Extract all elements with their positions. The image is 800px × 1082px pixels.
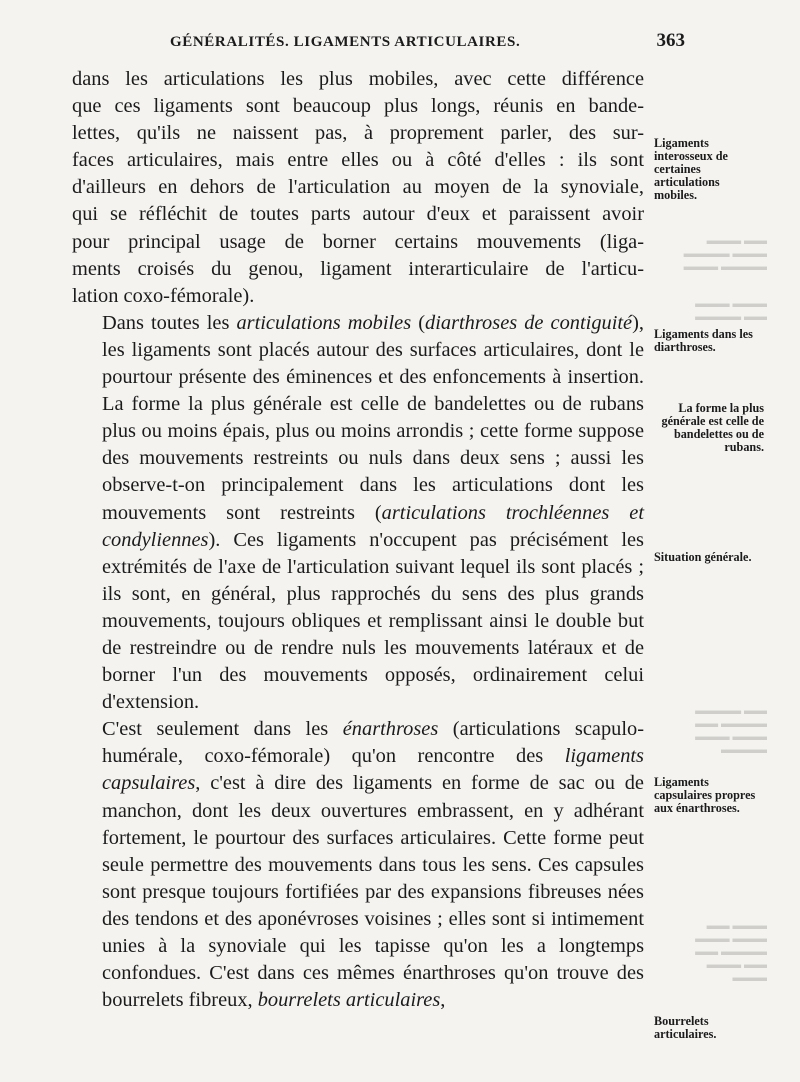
text-line: lation coxo-fémorale). <box>72 284 255 307</box>
bleed-through-text: ▬▬▬ ▬▬ ▬▬▬▬ ▬▬▬ ▬▬▬ ▬▬▬▬ <box>683 235 767 273</box>
text-run: ). Ces ligaments n'occupent pas précisément les extrémités de l'axe de l'articulation suivant lequel ils sont placés ; ils sont, en général, plus rapprochés du sens des plus grands mouvements, toujours obliques et remplissant ainsi le double but de restreindre ou de rendre nuls les mouvements latéraux et de borner l'un des mouvements opposés, ordinairement celui d'extension. <box>102 528 644 714</box>
text-line: qui se réfléchit de toutes parts autour d'eux et paraissent avoir <box>72 203 644 226</box>
paragraph-2 <box>72 310 644 716</box>
text-line: que ces ligaments sont beaucoup plus longs, réunis en bande- <box>72 95 644 118</box>
italic-term: articulations mobiles <box>236 311 412 334</box>
margin-note-diarthroses: Ligaments dans les diarthroses. <box>654 327 753 354</box>
italic-term: diarthroses de contiguité <box>425 311 633 334</box>
text-line: ments croisés du genou, ligament interarticulaire de l'articu- <box>72 257 644 280</box>
text-line: faces articulaires, mais entre elles ou à côté d'elles : ils sont <box>72 149 644 172</box>
margin-note-bourrelets: Bourrelets articulaires. <box>654 1014 717 1041</box>
italic-term: bourrelets articulaires <box>257 989 441 1012</box>
text-line: d'ailleurs en dehors de l'articulation au moyen de la synoviale, <box>72 176 644 199</box>
italic-term: articulations trochléennes et condyliennes <box>102 501 644 551</box>
paragraph-3 <box>72 716 644 1014</box>
margin-note-capsular: Ligaments capsulaires propres aux énarthroses. <box>654 775 756 815</box>
margin-note-general-situation: Situation générale. <box>654 550 752 564</box>
text-run: C'est seulement dans les <box>102 718 343 741</box>
bleed-through-text: ▬▬ ▬▬▬ ▬▬▬ ▬▬▬ ▬▬ ▬▬▬▬ ▬▬▬ ▬▬ ▬▬▬ <box>695 920 767 984</box>
text-run: ( <box>411 311 426 334</box>
bleed-through-text: ▬▬▬▬ ▬▬ ▬▬ ▬▬▬▬ ▬▬▬ ▬▬▬ ▬▬▬▬ <box>695 705 767 756</box>
margin-note-ribbon-form: La forme la plus générale est celle de bandelettes ou de rubans. <box>661 401 764 454</box>
bleed-through-text: ▬▬▬ ▬▬▬ ▬▬▬▬ ▬▬ <box>695 298 767 323</box>
italic-term: énarthroses <box>342 718 439 741</box>
text-run: , <box>440 989 446 1012</box>
text-line: lettes, qu'ils ne naissent pas, à proprement parler, des sur- <box>72 122 644 145</box>
text-line: pour principal usage de borner certains mouvements (liga- <box>72 230 644 253</box>
running-head: GÉNÉRALITÉS. LIGAMENTS ARTICULAIRES. <box>170 34 521 50</box>
paragraph-1 <box>72 66 644 310</box>
page-number: 363 <box>656 30 685 51</box>
page-header <box>170 30 685 52</box>
text-run: (articulations scapulo-humérale, coxo-fémorale) qu'on rencontre des <box>102 718 644 768</box>
text-run: , c'est à dire des ligaments en forme de sac ou de manchon, dont les deux ouvertures embrassent, en y adhérant fortement, le pourtour des surfaces articulaires. Cette forme peut seule permettre des mouvements dans tous les sens. Ces capsules sont presque toujours fortifiées par des expansions fibreuses nées des tendons et des aponévroses voisines ; elles sont si intimement unies à la synoviale qui les tapisse qu'on les a longtemps confondues. C'est dans ces mêmes énarthroses qu'on trouve des bourrelets fibreux, <box>102 772 644 1012</box>
text-run: Dans toutes les <box>102 311 237 334</box>
text-run: ), les ligaments sont placés autour des surfaces articulaires, dont le pourtour présente des éminences et des enfoncements à insertion. La forme la plus générale est celle de bandelettes ou de rubans plus ou moins épais, plus ou moins arrondis ; cette forme suppose des mouvements restreints ou nuls dans deux sens ; aussi les observe-t-on principalement dans les articulations dont les mouvements sont restreints ( <box>102 311 644 524</box>
main-text <box>72 66 644 1014</box>
italic-term: ligaments capsulaires <box>102 745 644 795</box>
text-line: dans les articulations les plus mobiles, avec cette différence <box>72 68 644 90</box>
margin-note-interosseous: Ligaments interosseux de certaines articulations mobiles. <box>654 136 728 202</box>
